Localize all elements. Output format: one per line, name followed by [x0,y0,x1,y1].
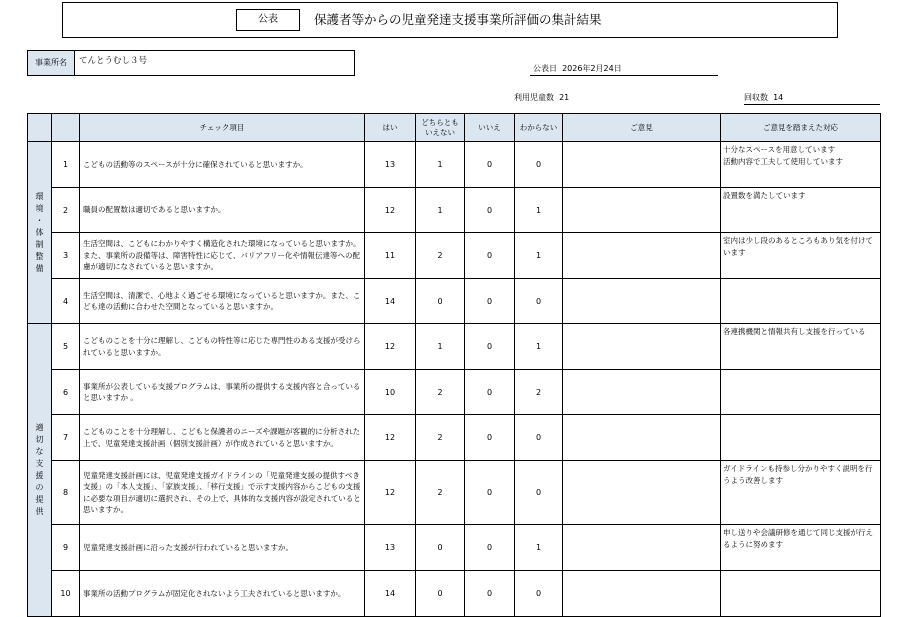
yes-count: 12 [365,188,416,233]
response-cell: 十分なスペースを用意しています 活動内容で工夫して使用しています [721,142,881,188]
yes-count: 13 [365,142,416,188]
opinion-cell [563,324,721,370]
header-yes: はい [365,114,416,142]
neutral-count: 1 [416,324,465,370]
opinion-cell [563,188,721,233]
unknown-count: 0 [515,571,563,617]
check-item: 児童発達支援計画には、児童発達支援ガイドラインの「児童発達支援の提供すべき支援」の「本人支援」、「家族支援」、「移行支援」で示す支援内容からこどもの支援に必要な項目が適切に選択され、その上で、具体的な支援内容が設定されていると思いますか。 [80,461,365,525]
opinion-cell [563,415,721,461]
row-number: 4 [52,279,80,324]
neutral-count: 0 [416,279,465,324]
yes-count: 12 [365,461,416,525]
table-row [28,279,881,324]
unknown-count: 2 [515,370,563,415]
no-count: 0 [465,279,515,324]
row-number: 7 [52,415,80,461]
row-number: 3 [52,233,80,279]
unknown-count: 0 [515,142,563,188]
table-row [28,415,881,461]
public-badge: 公表 [236,9,300,31]
unknown-count: 1 [515,188,563,233]
header-category [28,114,52,142]
yes-count: 12 [365,415,416,461]
opinion-cell [563,370,721,415]
check-item: こどものことを十分理解し、こどもと保護者のニーズや課題が客観的に分析された上で、児童発達支援計画（個別支援計画）が作成されていると思いますか。 [80,415,365,461]
opinion-cell [563,461,721,525]
row-number: 6 [52,370,80,415]
check-item: 生活空間は、清潔で、心地よく過ごせる環境になっていると思いますか。また、こども達の活動に合わせた空間となっていると思いますか。 [80,279,365,324]
row-number: 5 [52,324,80,370]
unknown-count: 0 [515,279,563,324]
check-item: こどものことを十分に理解し、こどもの特性等に応じた専門性のある支援が受けられていると思いますか。 [80,324,365,370]
table-row [28,461,881,525]
check-item: 職員の配置数は適切であると思いますか。 [80,188,365,233]
header-opinion: ご意見 [563,114,721,142]
response-cell: ガイドラインも持参し分かりやすく説明を行うよう改善します [721,461,881,525]
opinion-cell [563,525,721,571]
unknown-count: 1 [515,233,563,279]
no-count: 0 [465,233,515,279]
office-name: てんとうむし３号 [79,56,148,66]
office-box [27,50,355,76]
table-row [28,142,881,188]
no-count: 0 [465,571,515,617]
table-row [28,233,881,279]
check-item: 生活空間は、こどもにわかりやすく構造化された環境になっていると思いますか。また、事業所の設備等は、障害特性に応じて、バリアフリー化や情報伝達等への配慮が適切になされていると思いますか。 [80,233,365,279]
collected-count [744,93,880,105]
table-row [28,571,881,617]
user-count [514,93,714,103]
yes-count: 12 [365,324,416,370]
check-item: 事業所の活動プログラムが固定化されないよう工夫されていると思いますか。 [80,571,365,617]
table-row [28,188,881,233]
row-number: 1 [52,142,80,188]
header-response: ご意見を踏まえた対応 [721,114,881,142]
yes-count: 10 [365,370,416,415]
user-count-value: 21 [559,93,570,102]
category-cell: 適 切 な 支 援 の 提 供 [28,324,52,617]
unknown-count: 1 [515,525,563,571]
title-frame [62,2,838,38]
neutral-count: 1 [416,142,465,188]
response-cell: 各連携機関と情報共有し支援を行っている [721,324,881,370]
collected-value: 14 [773,93,784,102]
neutral-count: 1 [416,188,465,233]
check-item: 児童発達支援計画に沿った支援が行われていると思いますか。 [80,525,365,571]
row-number: 10 [52,571,80,617]
response-cell: 室内は少し段のあるところもあり気を付けています [721,233,881,279]
category-cell: 環 境 ・ 体 制 整 備 [28,142,52,324]
publication-date [530,64,718,76]
check-item: こどもの活動等のスペースが十分に確保されていると思いますか。 [80,142,365,188]
yes-count: 13 [365,525,416,571]
row-number: 2 [52,188,80,233]
yes-count: 14 [365,571,416,617]
opinion-cell [563,279,721,324]
neutral-count: 2 [416,415,465,461]
office-label: 事業所名 [28,51,75,75]
row-number: 9 [52,525,80,571]
response-cell [721,571,881,617]
no-count: 0 [465,324,515,370]
response-cell [721,415,881,461]
opinion-cell [563,571,721,617]
no-count: 0 [465,142,515,188]
no-count: 0 [465,461,515,525]
table-header-row [28,114,881,142]
header-neutral: どちらとも いえない [416,114,465,142]
no-count: 0 [465,188,515,233]
table-row [28,370,881,415]
header-unknown: わからない [515,114,563,142]
no-count: 0 [465,370,515,415]
response-cell [721,370,881,415]
response-cell: 設置数を満たしています [721,188,881,233]
opinion-cell [563,142,721,188]
response-cell [721,279,881,324]
publication-value: 2026年2月24日 [562,64,622,73]
collected-label: 回収数 [744,93,768,102]
user-count-label: 利用児童数 [514,93,554,102]
response-cell: 申し送りや会議研修を通じて同じ支援が行えるように努めます [721,525,881,571]
header-no: いいえ [465,114,515,142]
table-row [28,324,881,370]
opinion-cell [563,233,721,279]
header-check: チェック項目 [80,114,365,142]
neutral-count: 0 [416,571,465,617]
neutral-count: 2 [416,233,465,279]
page-title: 保護者等からの児童発達支援事業所評価の集計結果 [314,12,602,27]
no-count: 0 [465,525,515,571]
table-body [28,142,881,617]
yes-count: 14 [365,279,416,324]
neutral-count: 2 [416,461,465,525]
neutral-count: 2 [416,370,465,415]
unknown-count: 1 [515,324,563,370]
neutral-count: 0 [416,525,465,571]
evaluation-table [27,113,881,617]
header-number [52,114,80,142]
yes-count: 11 [365,233,416,279]
publication-label: 公表日 [533,64,557,73]
no-count: 0 [465,415,515,461]
table-row [28,525,881,571]
unknown-count: 0 [515,461,563,525]
check-item: 事業所が公表している支援プログラムは、事業所の提供する支援内容と合っていると思いますか 。 [80,370,365,415]
unknown-count: 0 [515,415,563,461]
row-number: 8 [52,461,80,525]
